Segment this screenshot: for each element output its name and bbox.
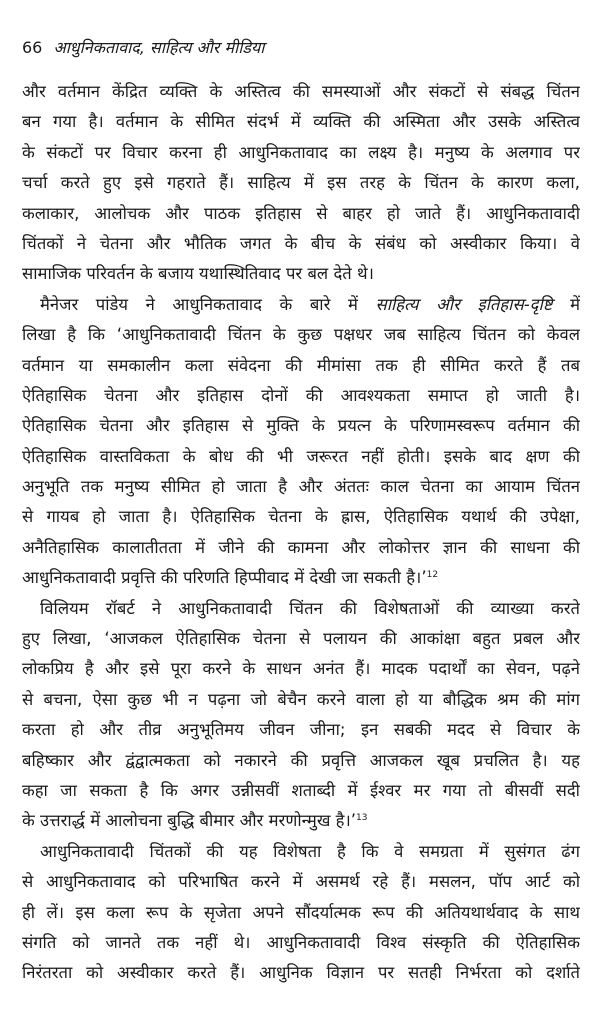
text-line: ही लें। इस कला रूप के सृजेता अपने सौंदर्यात्मक रूप की अतियथार्थवाद के साथ bbox=[22, 902, 580, 922]
paragraph-first-line bbox=[22, 290, 580, 320]
text-line: विलियम रॉबर्ट ने आधुनिकतावादी चिंतन की विशेषताओं की व्याख्या करते bbox=[40, 598, 580, 618]
text-line: बहिष्कार और द्वंद्वात्मकता को नकारने की प्रवृत्ति आजकल खूब प्रचलित है। यह bbox=[22, 750, 580, 770]
text-line: के संकटों पर विचार करना ही आधुनिकतावाद का लक्ष्य है। मनुष्य के अलगाव पर bbox=[22, 142, 580, 162]
text-line: और वर्तमान केंद्रित व्यक्ति के अस्तित्व की समस्याओं और संकटों से संबद्ध चिंतन bbox=[22, 82, 580, 101]
book-title: साहित्य और इतिहास-दृष्टि bbox=[375, 294, 553, 314]
text-line: लोकप्रिय है और इसे पूरा करने के साधन अनंत हैं। मादक पदार्थों का सेवन, पढ़ने bbox=[22, 659, 580, 679]
text-line: करता हो और तीव्र अनुभूतिमय जीवन जीना; इन सबकी मदद से विचार के bbox=[22, 720, 580, 740]
text-line: बन गया है। वर्तमान के सीमित संदर्भ में व्यक्ति की अस्मिता और उसके अस्तित्व bbox=[22, 112, 580, 132]
page-number: 66 bbox=[22, 38, 43, 57]
text-line: सामाजिक परिवर्तन के बजाय यथास्थितिवाद पर बल देते थे। bbox=[22, 264, 374, 284]
text-span: आधुनिकतावादी प्रवृत्ति की परिणति हिप्पीवाद में देखी जा सकती है।’ bbox=[22, 568, 427, 588]
text-span: मैनेजर पांडेय ने आधुनिकतावाद के बारे में bbox=[40, 294, 358, 314]
text-line: कहा जा सकता है कि अगर उन्नीसवीं शताब्दी में ईश्वर मर गया तो बीसवीं सदी bbox=[22, 780, 580, 800]
text-line: अनुभूति तक मनुष्य सीमित हो जाता है और अंततः काल चेतना का आयाम चिंतन bbox=[22, 477, 580, 497]
text-span: में bbox=[570, 294, 580, 314]
text-line: ऐतिहासिक चेतना और इतिहास दोनों की आवश्यकता समाप्त हो जाती है। bbox=[22, 385, 580, 405]
text-line: निरंतरता को अस्वीकार करते हैं। आधुनिक विज्ञान पर सतही निर्भरता को दर्शाते bbox=[22, 963, 580, 983]
paragraph-last-line bbox=[22, 806, 580, 836]
text-line: ऐतिहासिक वास्तविकता के बोध की भी जरूरत नहीं होती। इसके बाद क्षण की bbox=[22, 446, 580, 466]
text-line: से गायब हो जाता है। ऐतिहासिक चेतना के ह्रास, ऐतिहासिक यथार्थ की उपेक्षा, bbox=[22, 507, 580, 527]
text-line: से आधुनिकतावाद को परिभाषित करने में असमर्थ रहे हैं। मसलन, पॉप आर्ट को bbox=[22, 872, 580, 892]
text-line: आधुनिकतावादी चिंतकों की यह विशेषता है कि वे समग्रता में सुसंगत ढंग bbox=[40, 841, 580, 861]
footnote-marker: 12 bbox=[426, 570, 439, 581]
text-line: ऐतिहासिक चेतना और इतिहास से मुक्ति के प्रयत्न के परिणामस्वरूप वर्तमान की bbox=[22, 416, 580, 436]
text-span: के उत्तरार्द्ध में आलोचना बुद्धि बीमार और मरणोन्मुख है।’ bbox=[22, 811, 357, 831]
text-line: अनैतिहासिक कालातीतता में जीने की कामना और लोकोत्तर ज्ञान की साधना की bbox=[22, 537, 580, 557]
text-line: कलाकार, आलोचक और पाठक इतिहास से बाहर हो जाते हैं। आधुनिकतावादी bbox=[22, 203, 580, 223]
running-header bbox=[22, 36, 264, 58]
text-line: चिंतकों ने चेतना और भौतिक जगत के बीच के संबंध को अस्वीकार किया। वे bbox=[22, 233, 580, 253]
running-title: आधुनिकतावाद, साहित्य और मीडिया bbox=[53, 38, 265, 57]
paragraph-last-line bbox=[22, 563, 580, 593]
text-line: हुए लिखा, ‘आजकल ऐतिहासिक चेतना से पलायन की आकांक्षा बहुत प्रबल और bbox=[22, 629, 580, 649]
text-line: से बचना, ऐसा कुछ भी न पढ़ना जो बेचैन करने वाला हो या बौद्धिक श्रम की मांग bbox=[22, 689, 580, 709]
footnote-marker: 13 bbox=[356, 813, 368, 824]
text-line: चर्चा करते हुए इसे गहराते हैं। साहित्य में इस तरह के चिंतन के कारण कला, bbox=[22, 173, 580, 193]
text-line: संगति को जानते तक नहीं थे। आधुनिकतावादी विश्व संस्कृति की ऐतिहासिक bbox=[22, 932, 580, 952]
text-line: लिखा है कि ‘आधुनिकतावादी चिंतन के कुछ पक्षधर जब साहित्य चिंतन को केवल bbox=[22, 325, 580, 345]
text-line: वर्तमान या समकालीन कला संवेदना की मीमांसा तक ही सीमित करते हैं तब bbox=[22, 355, 580, 375]
body-text bbox=[22, 77, 580, 989]
